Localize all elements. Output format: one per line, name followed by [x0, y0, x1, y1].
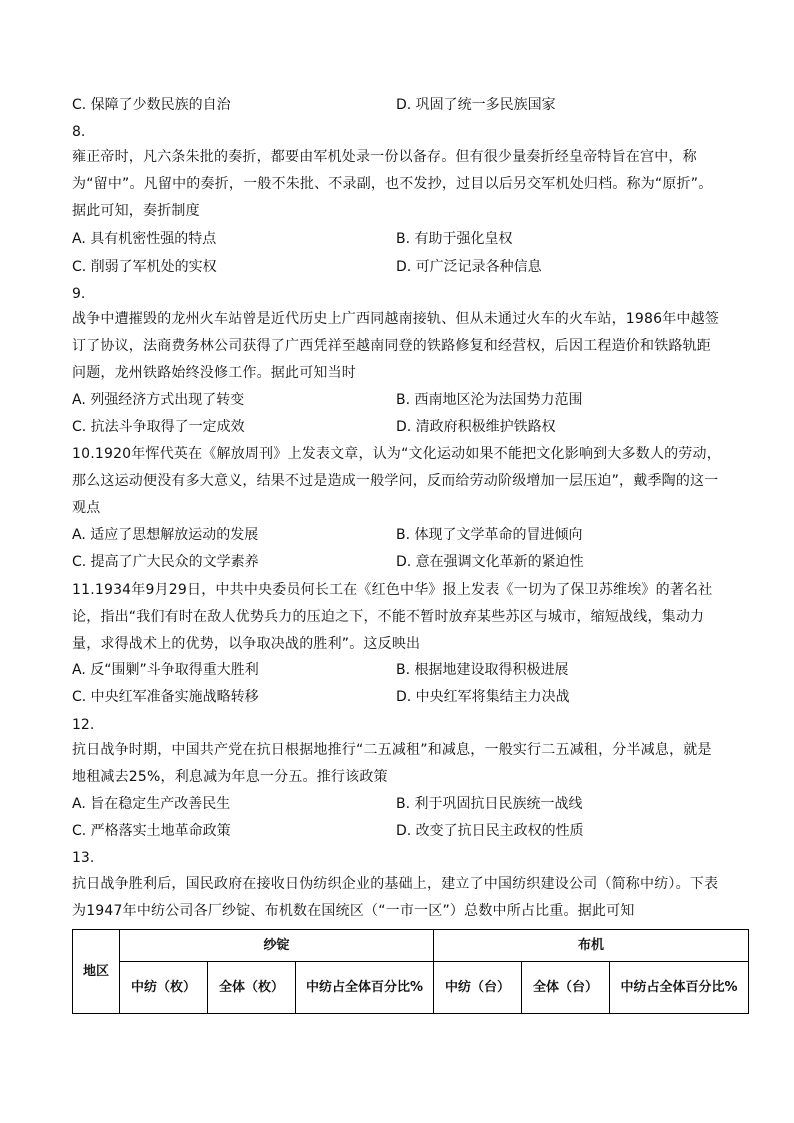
table-header-looms: 布机: [434, 930, 749, 962]
q12-stem: 抗日战争时期，中国共产党在抗日根据地推行“二五减租”和减息，一般实行二五减租，分半减息，就是地租减去25%，利息减为年息一分五。推行该政策: [72, 742, 712, 785]
q13-number: 13.: [72, 850, 95, 866]
q12-number: 12.: [72, 717, 95, 733]
q9-stem: 战争中遭摧毁的龙州火车站曾是近代历史上广西同越南接轨、但从未通过火车的火车站，1986年中越签订了协议，法商费务林公司获得了广西凭祥至越南同登的铁路修复和经营权，后因工程造价和铁路轨距问题，龙州铁路始终没修工作。据此可知当时: [72, 311, 720, 381]
q12-option-a: A. 旨在稳定生产改善民生: [72, 796, 231, 812]
spindle-loom-table: [72, 929, 749, 1014]
q8-number: 8.: [72, 124, 86, 140]
q12-option-c: C. 严格落实土地革命政策: [72, 823, 231, 839]
q9-number: 9.: [72, 286, 86, 302]
q11-option-b: B. 根据地建设取得积极进展: [396, 662, 569, 678]
q9-option-c: C. 抗法斗争取得了一定成效: [72, 419, 245, 435]
table-col-spindle-total: 全体（枚）: [208, 962, 296, 1014]
q13-stem: 抗日战争胜利后，国民政府在接收日伪纺织企业的基础上，建立了中国纺织建设公司（简称中纺）。下表为1947年中纺公司各厂纱锭、布机数在国统区（“一市一区”）总数中所占比重。据此可知: [72, 876, 719, 919]
q10-option-b: B. 体现了文学革命的冒进倾向: [396, 527, 583, 543]
table-header-region: 地区: [73, 930, 120, 1014]
q8-option-a: A. 具有机密性强的特点: [72, 231, 217, 247]
q8-option-b: B. 有助于强化皇权: [396, 231, 513, 247]
q8-option-c: C. 削弱了军机处的实权: [72, 259, 217, 275]
q12-option-b: B. 利于巩固抗日民族统一战线: [396, 796, 583, 812]
q10-option-d: D. 意在强调文化革新的紧迫性: [396, 554, 584, 570]
table-header-spindles: 纱锭: [120, 930, 434, 962]
table-col-spindle-cfc: 中纺（枚）: [120, 962, 208, 1014]
q9-option-b: B. 西南地区沦为法国势力范围: [396, 392, 583, 408]
table-col-loom-cfc: 中纺（台）: [434, 962, 522, 1014]
q11-option-d: D. 中央红军将集结主力决战: [396, 689, 570, 705]
q11-option-a: A. 反“围剿”斗争取得重大胜利: [72, 662, 259, 678]
q10-option-a: A. 适应了思想解放运动的发展: [72, 527, 259, 543]
q7-option-c: C. 保障了少数民族的自治: [72, 97, 231, 113]
q9-option-d: D. 清政府积极维护铁路权: [396, 419, 556, 435]
q11-stem: 11.1934年9月29日，中共中央委员何长工在《红色中华》报上发表《一切为了保卫苏维埃》的著名社论，指出“我们有时在敌人优势兵力的压迫之下，不能不暂时放弃某些苏区与城市，缩短战线，集动力量，求得战术上的优势，以争取决战的胜利”。这反映出: [72, 582, 713, 652]
q8-option-d: D. 可广泛记录各种信息: [396, 259, 542, 275]
q11-option-c: C. 中央红军准备实施战略转移: [72, 689, 259, 705]
q9-option-a: A. 列强经济方式出现了转变: [72, 392, 245, 408]
table-col-spindle-percent: 中纺占全体百分比%: [296, 962, 434, 1014]
q8-stem: 雍正帝时，凡六条朱批的奏折，都要由军机处录一份以备存。但有很少量奏折经皇帝特旨在宫中，称为“留中”。凡留中的奏折，一般不朱批、不录副，也不发抄，过目以后另交军机处归档。称为“原折”。据此可知，奏折制度: [72, 149, 713, 219]
q12-option-d: D. 改变了抗日民主政权的性质: [396, 823, 584, 839]
table-col-loom-percent: 中纺占全体百分比%: [610, 962, 749, 1014]
q10-stem: 10.1920年恽代英在《解放周刊》上发表文章，认为“文化运动如果不能把文化影响到大多数人的劳动，那么这运动便没有多大意义，结果不过是造成一般学问，反而给劳动阶级增加一层压迫”，戴季陶的这一观点: [72, 446, 721, 516]
q10-option-c: C. 提高了广大民众的文学素养: [72, 554, 259, 570]
q7-option-d: D. 巩固了统一多民族国家: [396, 97, 556, 113]
table-col-loom-total: 全体（台）: [522, 962, 610, 1014]
